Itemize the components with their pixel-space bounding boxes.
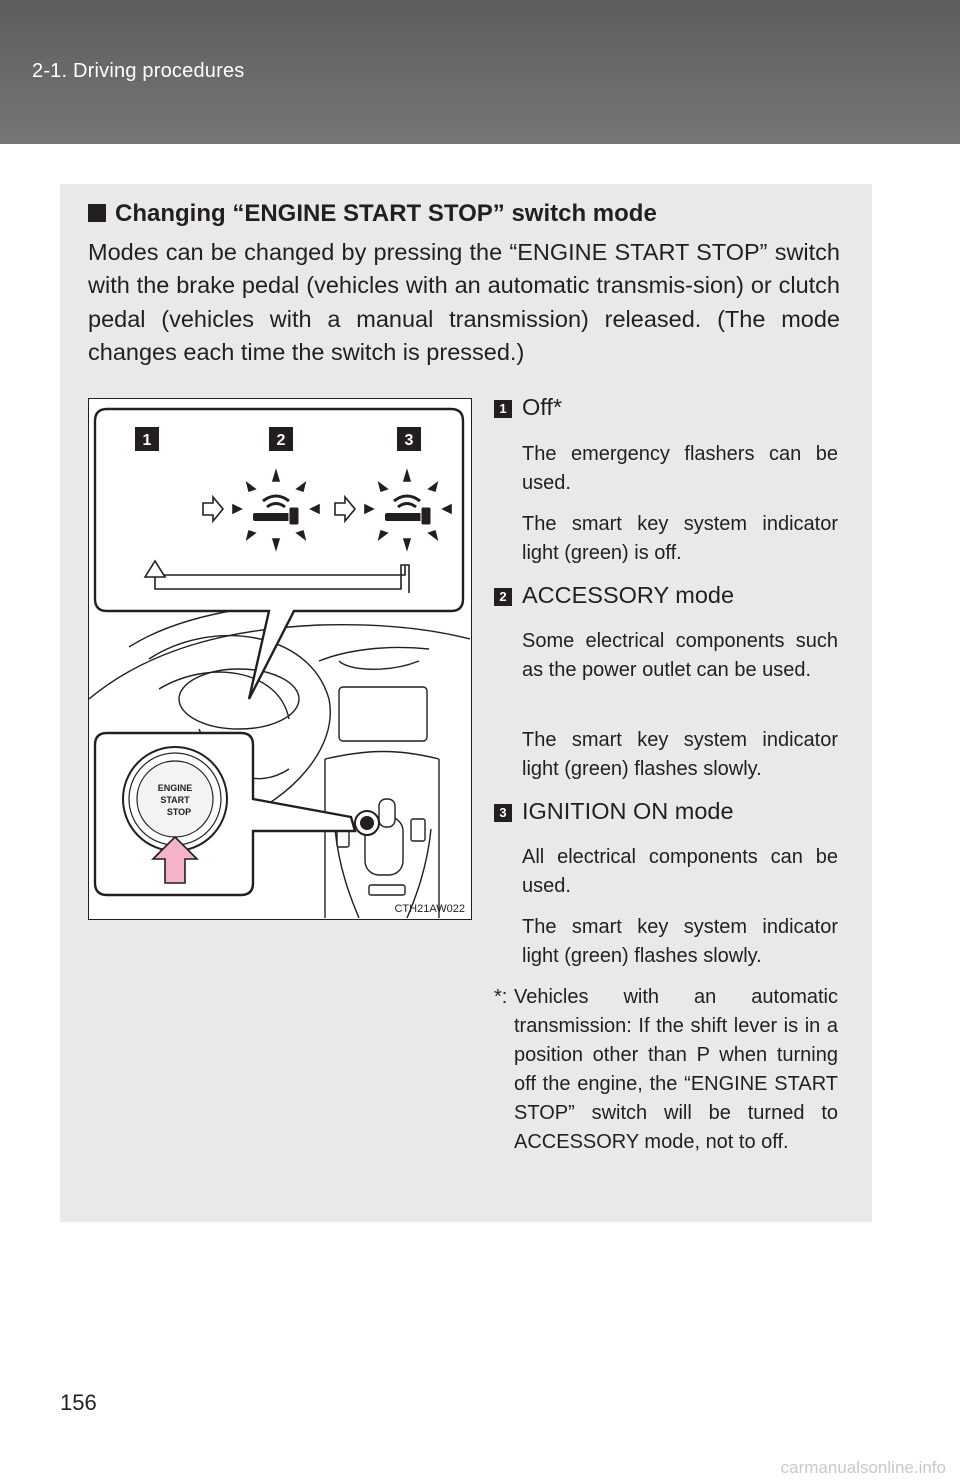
item-desc-3b: The smart key system indicator light (green) flashes slowly. — [522, 916, 838, 967]
section-title — [88, 200, 657, 228]
item-marker-2: 2 — [494, 588, 512, 606]
item-label-3: IGNITION ON mode — [522, 798, 734, 824]
page-header — [0, 0, 960, 144]
button-text-start: START — [160, 795, 190, 805]
item-desc-3a: All electrical components can be used. — [522, 846, 838, 897]
footnote-text: Vehicles with an automatic transmission: If the shift lever is in a position other than P when turning off the engine, the “ENGINE START STOP” switch will be turned to ACCESSORY mode, not to off. — [514, 986, 838, 1153]
figure-marker-1: 1 — [142, 432, 152, 449]
breadcrumb: 2-1. Driving procedures — [32, 60, 245, 82]
footnote-mark: *: — [494, 986, 508, 1008]
button-text-engine: ENGINE — [157, 783, 193, 793]
section-title-text: Changing “ENGINE START STOP” switch mode — [115, 200, 657, 227]
item-desc-2a: Some electrical components such as the power outlet can be used. — [522, 630, 838, 681]
item-marker-1: 1 — [494, 400, 512, 418]
button-text-stop: STOP — [166, 807, 192, 817]
item-desc-1b: The smart key system indicator light (green) is off. — [522, 513, 838, 564]
footnote — [494, 983, 838, 1157]
square-bullet-icon — [88, 204, 106, 222]
figure-marker-2: 2 — [276, 432, 286, 449]
item-marker-3: 3 — [494, 804, 512, 822]
figure-code: CTH21AW022 — [394, 903, 465, 915]
item-label-2: ACCESSORY mode — [522, 582, 735, 608]
figure-marker-3: 3 — [404, 432, 414, 449]
intro-paragraph: Modes can be changed by pressing the “ENGINE START STOP” switch with the brake pedal (vehicles with an automatic transmis-sion) or clutch pedal (vehicles with a manual transmission) released. (The mode changes each time the switch is pressed.) — [88, 239, 840, 365]
page-number: 156 — [60, 1390, 97, 1415]
item-desc-2b: The smart key system indicator light (green) flashes slowly. — [522, 729, 838, 780]
watermark: carmanualsonline.info — [780, 1458, 946, 1477]
item-desc-1a: The emergency flashers can be used. — [522, 443, 838, 494]
item-label-1: Off* — [522, 394, 563, 420]
dashboard-illustration — [89, 399, 470, 918]
switch-mode-illustration — [88, 398, 472, 920]
